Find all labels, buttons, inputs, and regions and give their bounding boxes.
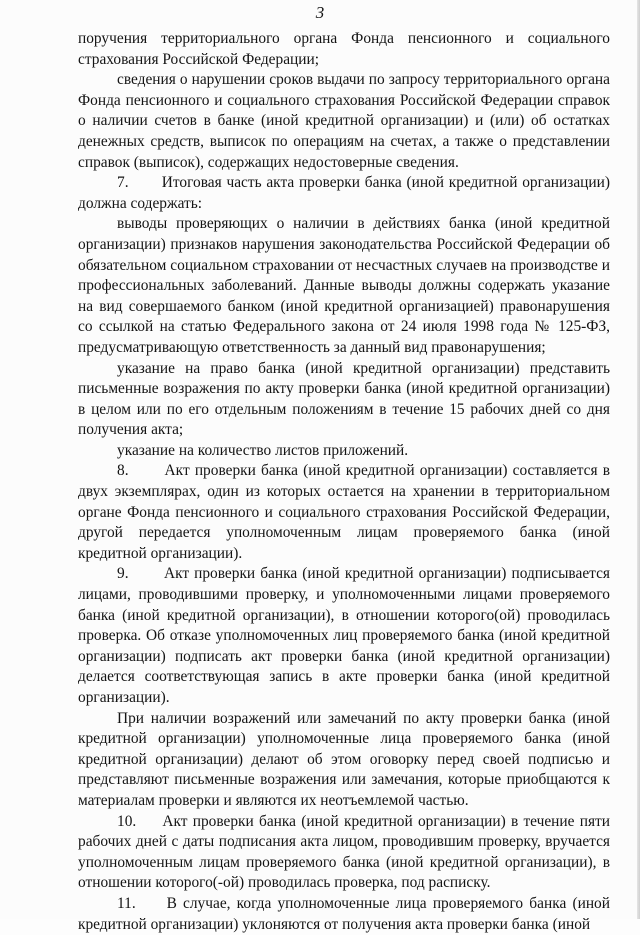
paragraph-item-7: 7. Итоговая часть акта проверки банка (иной кредитной организации) должна содержать: [78, 174, 614, 212]
paragraph-right-to-object: указание на право банка (иной кредитной организации) представить письменные возражения по акту проверки банка (иной кредитной организации) в целом или по его отдельным положениям в течение 15 рабочих дней со дня получения акта; [78, 359, 610, 439]
paragraph-item-10: 10. Акт проверки банка (иной кредитной организации) в течение пяти рабочих дней с даты подписания акта лицом, проводившим проверку, вручается уполномоченным лицам проверяемого банка (иной кредитной организации), в отношении которого(-ой) проводилась проверка, под расписку. [78, 812, 614, 892]
paragraph-item-8: 8. Акт проверки банка (иной кредитной организации) составляется в двух экземплярах, один из которых остается на хранении в территориальном органе Фонда пенсионного и социального страхования Российской Федерации, другой передается уполномоченным лицам проверяемого банка (иной кредитной организации). [78, 462, 614, 562]
document-body [78, 29, 614, 935]
paragraph-late-certificates: сведения о нарушении сроков выдачи по запросу территориального органа Фонда пенсионного и социального страхования Российской Федерации справок о наличии счетов в банке (иной кредитной организации) и (или) об остатках денежных средств, выписок по операциям на счетах, а также о представлении справок (выписок), содержащих недостоверные сведения. [78, 71, 610, 171]
paragraph-continuation: поручения территориального органа Фонда пенсионного и социального страхования Российской Федерации; [78, 30, 610, 68]
paragraph-objections: При наличии возражений или замечаний по акту проверки банка (иной кредитной организации) уполномоченные лица проверяемого банка (иной кредитной организации) делают об этом оговорку перед своей подписью и представляют письменные возражения или замечания, которые приобщаются к материалам проверки и являются их неотъемлемой частью. [78, 709, 610, 809]
paragraph-conclusions: выводы проверяющих о наличии в действиях банка (иной кредитной организации) признаков нарушения законодательства Российской Федерации об обязательном социальном страховании от несчастных случаев на производстве и профессиональных заболеваний. Данные выводы должны содержать указание на вид совершаемого банком (иной кредитной организацией) правонарушения со ссылкой на статью Федерального закона от 24 июля 1998 года № 125-ФЗ, предусматривающую ответственность за данный вид правонарушения; [78, 215, 610, 356]
page-number: 3 [315, 3, 325, 22]
paragraph-attachments-count: указание на количество листов приложений. [117, 441, 409, 459]
paragraph-item-9: 9. Акт проверки банка (иной кредитной организации) подписывается лицами, проводившими проверку, и уполномоченными лицами проверяемого банка (иной кредитной организации), в отношении которого(ой) проводилась проверка. Об отказе уполномоченных лиц проверяемого банка (иной кредитной организации) подписать акт проверки банка (иной кредитной организации) делается соответствующая запись в акте проверки банка (иной кредитной организации). [78, 565, 614, 706]
paragraph-item-11: 11. В случае, когда уполномоченные лица проверяемого банка (иной кредитной организации) уклоняются от получения акта проверки банка (иной [78, 894, 614, 933]
